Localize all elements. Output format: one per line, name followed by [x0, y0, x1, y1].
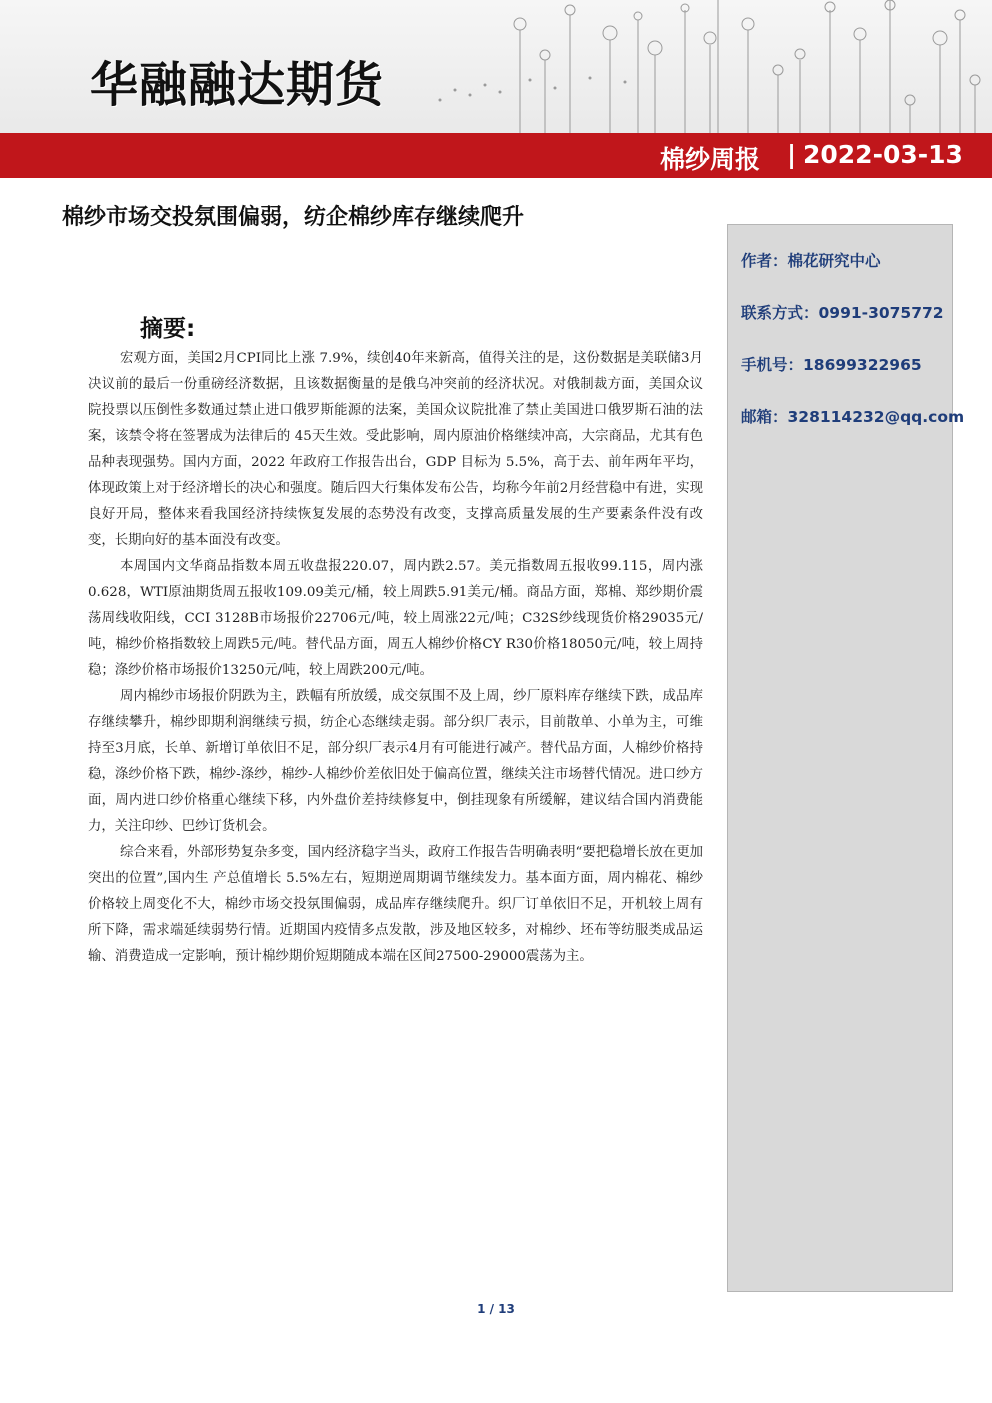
- author-sidebar: [727, 224, 965, 1292]
- report-title: 棉纱市场交投氛围偏弱，纺企棉纱库存继续爬升: [62, 205, 525, 230]
- author-info: 作者：棉花研究中心: [741, 252, 881, 270]
- company-name: 华融融达期货: [90, 57, 385, 113]
- decorative-circuit-graphic: [380, 0, 992, 135]
- report-date: 2022-03-13: [803, 140, 963, 169]
- report-type: 棉纱周报: [659, 145, 760, 174]
- abstract-paragraph-macro: 宏观方面，美国2月CPI同比上涨 7.9%，续创40年来新高，值得关注的是，这份数据是美联储3月决议前的最后一份重磅经济数据，且该数据衡量的是俄乌冲突前的经济状况。对俄制裁方面，美国众议院投票以压倒性多数通过禁止进口俄罗斯能源的法案，美国众议院批准了禁止美国进口俄罗斯石油的法案，该禁令将在签署成为法律后的 45天生效。受此影响，周内原油价格继续冲高，大宗商品，尤其有色品种表现强势。国内方面，2022 年政府工作报告出台，GDP 目标为 5.5%，高于去、前年两年平均，体现政策上对于经济增长的决心和强度。随后四大行集体发布公告，均称今年前2月经营稳中有进，实现良好开局，整体来看我国经济持续恢复发展的态势没有改变，支撑高质量发展的生产要素条件没有改变，长期向好的基本面没有改变。: [88, 351, 703, 548]
- abstract-heading: 摘要:: [140, 316, 196, 342]
- page-number: 1 / 13: [477, 1302, 515, 1316]
- abstract-paragraph-indices: 本周国内文华商品指数本周五收盘报220.07，周内跌2.57。美元指数周五报收99.115，周内涨0.628，WTI原油期货周五报收109.09美元/桶，较上周跌5.91美元/桶。商品方面，郑棉、郑纱期价震荡周线收阳线，CCI 3128B市场报价22706元/吨，较上周涨22元/吨；C32S纱线现货价格29035元/吨，棉纱价格指数较上周跌5元/吨。替代品方面，周五人棉纱价格CY R30价格18050元/吨，较上周持稳；涤纱价格市场报价13250元/吨，较上周跌200元/吨。: [88, 559, 703, 678]
- abstract-paragraph-market: 周内棉纱市场报价阴跌为主，跌幅有所放缓，成交氛围不及上周，纱厂原料库存继续下跌，成品库存继续攀升，棉纱即期利润继续亏损，纺企心态继续走弱。部分织厂表示，目前散单、小单为主，可维持至3月底，长单、新增订单依旧不足，部分织厂表示4月有可能进行减产。替代品方面，人棉纱价格持稳，涤纱价格下跌，棉纱-涤纱，棉纱-人棉纱价差依旧处于偏高位置，继续关注市场替代情况。进口纱方面，周内进口纱价格重心继续下移，内外盘价差持续修复中，倒挂现象有所缓解，建议结合国内消费能力，关注印纱、巴纱订货机会。: [88, 689, 703, 834]
- contact-info: 联系方式：0991-3075772: [741, 304, 944, 322]
- mobile-info: 手机号：18699322965: [741, 356, 922, 374]
- abstract-paragraph-summary: 综合来看，外部形势复杂多变，国内经济稳字当头，政府工作报告告明确表明“要把稳增长放在更加突出的位置”,国内生 产总值增长 5.5%左右，短期逆周期调节继续发力。基本面方面，周内棉花、棉纱价格较上周变化不大，棉纱市场交投氛围偏弱，成品库存继续爬升。织厂订单依旧不足，开机较上周有所下降，需求端延续弱势行情。近期国内疫情多点发散，涉及地区较多，对棉纱、坯布等纺服类成品运输、消费造成一定影响，预计棉纱期价短期随成本端在区间27500-29000震荡为主。: [88, 845, 703, 964]
- abstract-body: [88, 346, 703, 970]
- report-separator: |: [787, 140, 797, 169]
- email-info: 邮箱：328114232@qq.com: [741, 408, 965, 426]
